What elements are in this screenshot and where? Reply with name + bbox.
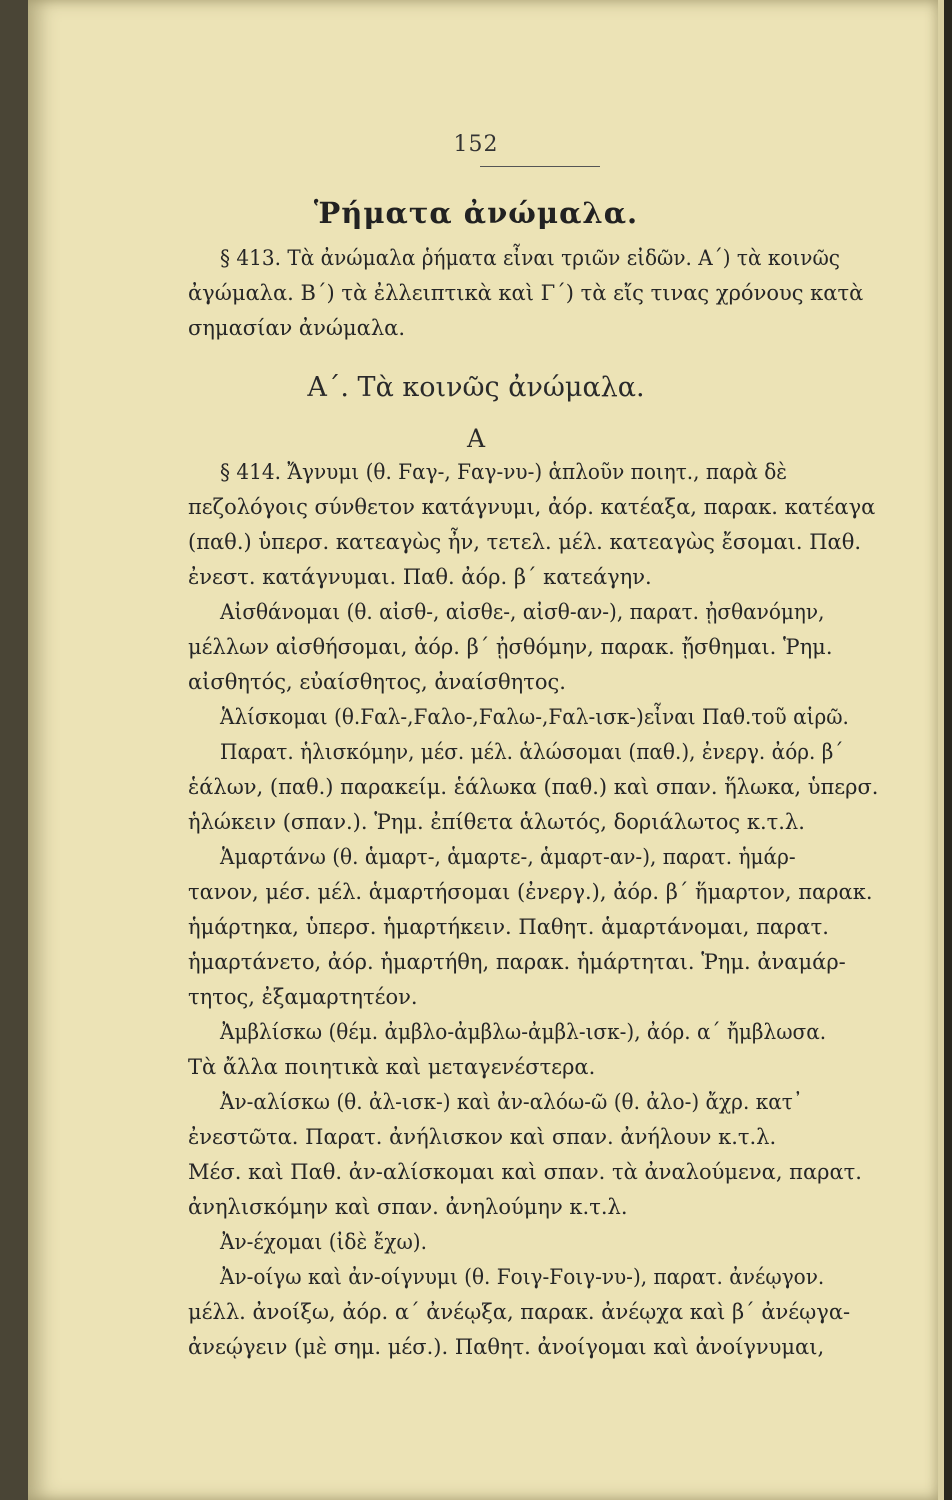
text-line: μέλλων αἰσθήσομαι, ἀόρ. β΄ ᾐσθόμην, παρακ. ᾔσθημαι. Ῥημ. (188, 635, 833, 659)
text-line: Ἁμαρτάνω (θ. ἁμαρτ-, ἁμαρτε-, ἁμαρτ-αν-), παρατ. ἡμάρ- (220, 845, 796, 869)
text-line: § 414. Ἄγνυμι (θ. Ϝαγ-, Ϝαγ-νυ-) ἁπλοῦν ποιητ., παρὰ δὲ (220, 460, 788, 484)
text-line: Ἀμβλίσκω (θέμ. ἀμβλο-ἀμβλω-ἀμβλ-ισκ-), ἀόρ. α΄ ἤμβλωσα. (220, 1020, 827, 1044)
text-line: τητος, ἐξαμαρτητέον. (188, 985, 418, 1009)
text-line: Μέσ. καὶ Παθ. ἀν-αλίσκομαι καὶ σπαν. τὰ ἀναλούμενα, παρατ. (188, 1160, 862, 1184)
text-line: ἑάλων, (παθ.) παρακείμ. ἑάλωκα (παθ.) καὶ σπαν. ἥλωκα, ὑπερσ. (188, 775, 879, 799)
text-line: ἡμαρτάνετο, ἀόρ. ἡμαρτήθη, παρακ. ἡμάρτηται. Ῥημ. ἀναμάρ- (188, 950, 846, 974)
text-line: Ἁλίσκομαι (θ.Ϝαλ-,Ϝαλο-,Ϝαλω-,Ϝαλ-ισκ-)εἶναι Παθ.τοῦ αἱρῶ. (220, 705, 849, 729)
text-line: ἐνεστ. κατάγνυμαι. Παθ. ἀόρ. β΄ κατεάγην. (188, 565, 652, 589)
text-line: Αἰσθάνομαι (θ. αἰσθ-, αἰσθε-, αἰσθ-αν-), παρατ. ᾐσθανόμην, (220, 600, 825, 624)
text-line: μέλλ. ἀνοίξω, ἀόρ. α΄ ἀνέῳξα, παρακ. ἀνέῳχα καὶ β΄ ἀνέῳγα- (188, 1300, 851, 1324)
text-line: § 413. Τὰ ἀνώμαλα ῥήματα εἶναι τριῶν εἰδῶν. Α΄) τὰ κοινῶς (220, 246, 841, 270)
text-line: ἡλώκειν (σπαν.). Ῥημ. ἐπίθετα ἁλωτός, δοριάλωτος κ.τ.λ. (188, 810, 805, 834)
page-number: 152 (453, 132, 499, 157)
text-line: Ἀν-έχομαι (ἰδὲ ἔχω). (220, 1230, 427, 1254)
text-line: πεζολόγοις σύνθετον κατάγνυμι, ἀόρ. κατέαξα, παρακ. κατέαγα (188, 495, 876, 519)
text-line: Τὰ ἄλλα ποιητικὰ καὶ μεταγενέστερα. (188, 1055, 596, 1079)
letter-heading: Α (466, 424, 486, 453)
text-line: Ἀν-αλίσκω (θ. ἀλ-ισκ-) καὶ ἀν-αλόω-ῶ (θ. ἀλο-) ἄχρ. κατ᾽ (220, 1090, 803, 1114)
chapter-heading: Ῥήματα ἀνώμαλα. (313, 196, 639, 230)
text-line: ἀνεῴγειν (μὲ σημ. μέσ.). Παθητ. ἀνοίγομαι καὶ ἀνοίγνυμαι, (188, 1335, 825, 1359)
text-line: ἐνεστῶτα. Παρατ. ἀνήλισκον καὶ σπαν. ἀνήλουν κ.τ.λ. (188, 1125, 777, 1149)
text-line: ἀνηλισκόμην καὶ σπαν. ἀνηλούμην κ.τ.λ. (188, 1195, 628, 1219)
text-line: ἡμάρτηκα, ὑπερσ. ἡμαρτήκειν. Παθητ. ἁμαρτάνομαι, παρατ. (188, 915, 829, 939)
text-line: σημασίαν ἀνώμαλα. (188, 316, 406, 340)
text-line: τανον, μέσ. μέλ. ἁμαρτήσομαι (ἐνεργ.), ἀόρ. β΄ ἥμαρτον, παρακ. (188, 880, 873, 904)
section-title: Α΄. Τὰ κοινῶς ἀνώμαλα. (307, 372, 645, 403)
text-line: ἀγώμαλα. Β΄) τὰ ἐλλειπτικὰ καὶ Γ΄) τὰ εἴς τινας χρόνους κατὰ (188, 281, 864, 305)
text-line: (παθ.) ὑπερσ. κατεαγὼς ἦν, τετελ. μέλ. κατεαγὼς ἔσομαι. Παθ. (188, 530, 862, 554)
text-line: αἰσθητός, εὐαίσθητος, ἀναίσθητος. (188, 670, 566, 694)
text-line: Παρατ. ἡλισκόμην, μέσ. μέλ. ἁλώσομαι (παθ.), ἐνεργ. ἀόρ. β΄ (220, 740, 844, 764)
header-rule (480, 166, 600, 167)
text-line: Ἀν-οίγω καὶ ἀν-οίγνυμι (θ. Ϝοιγ-Ϝοιγ-νυ-), παρατ. ἀνέῳγον. (220, 1265, 825, 1289)
